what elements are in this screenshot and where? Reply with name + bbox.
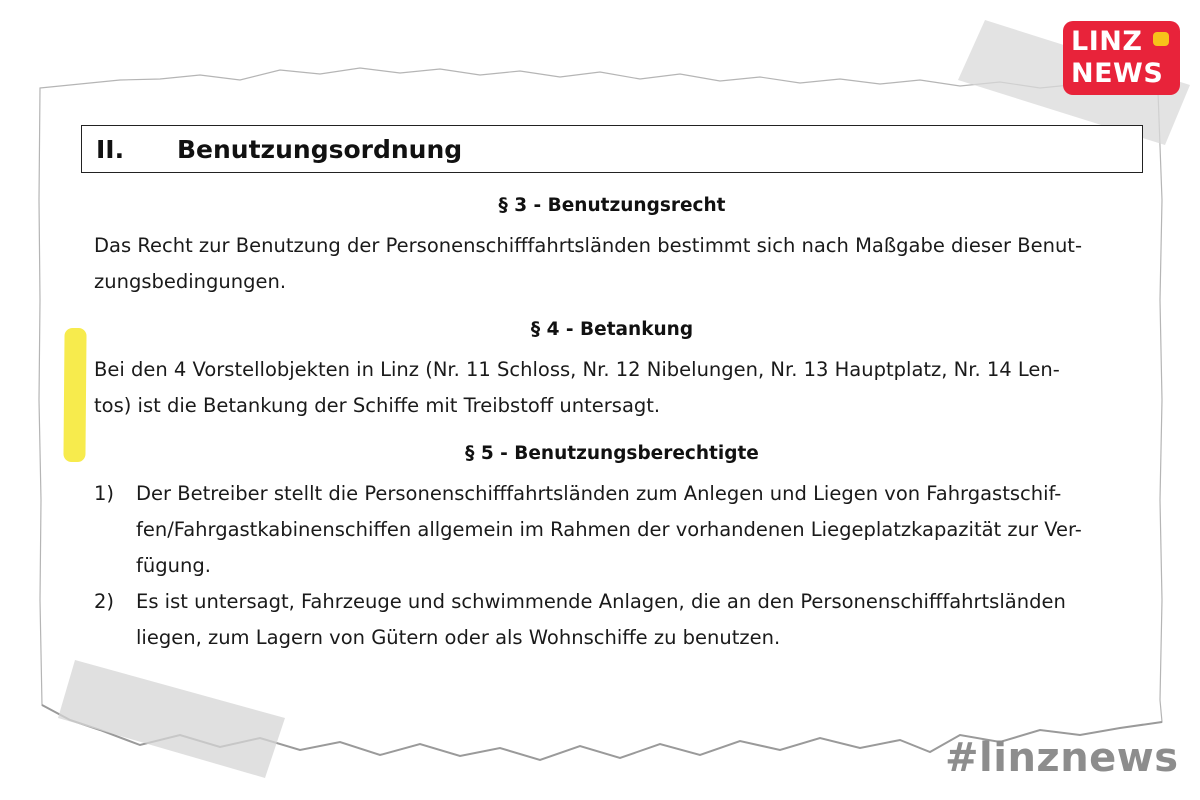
list-item-line: liegen, zum Lagern von Gütern oder als Wohnschiffe zu benutzen. [136, 626, 781, 649]
text-line: Bei den 4 Vorstellobjekten in Linz (Nr. 11 Schloss, Nr. 12 Nibelungen, Nr. 13 Hauptplatz, Nr. 14 Len- [94, 358, 1060, 381]
logo-text-line2: NEWS [1071, 58, 1164, 89]
text-line: Das Recht zur Benutzung der Personenschifffahrtsländen bestimmt sich nach Maßgabe dieser Benut- [94, 234, 1082, 257]
list-item-line: fügung. [136, 554, 211, 577]
paragraph-heading: § 3 - Benutzungsrecht [498, 195, 726, 216]
paragraph-heading: § 5 - Benutzungsberechtigte [465, 443, 759, 464]
text-line: tos) ist die Betankung der Schiffe mit Treibstoff untersagt. [94, 394, 661, 417]
list-item-line: Der Betreiber stellt die Personenschifffahrtsländen zum Anlegen und Liegen von Fahrgastschif- [136, 482, 1062, 505]
list-item-number: 1) [94, 482, 115, 505]
section-number: II. [96, 135, 125, 164]
hashtag-watermark: #linznews [945, 735, 1179, 781]
section-header [81, 125, 1143, 173]
list-item-line: Es ist untersagt, Fahrzeuge und schwimmende Anlagen, die an den Personenschifffahrtsländen [136, 590, 1066, 613]
text-line: zungsbedingungen. [94, 270, 287, 293]
paragraph-heading: § 4 - Betankung [530, 319, 694, 340]
linz-news-logo [1063, 21, 1180, 95]
list-item-number: 2) [94, 590, 115, 613]
highlighter-mark [63, 328, 86, 462]
chat-bubble-icon [1153, 32, 1169, 46]
logo-text-line1: LINZ [1071, 26, 1143, 57]
list-item-line: fen/Fahrgastkabinenschiffen allgemein im Rahmen der vorhandenen Liegeplatzkapazität zur Ver- [136, 518, 1082, 541]
section-title: Benutzungsordnung [177, 135, 463, 164]
